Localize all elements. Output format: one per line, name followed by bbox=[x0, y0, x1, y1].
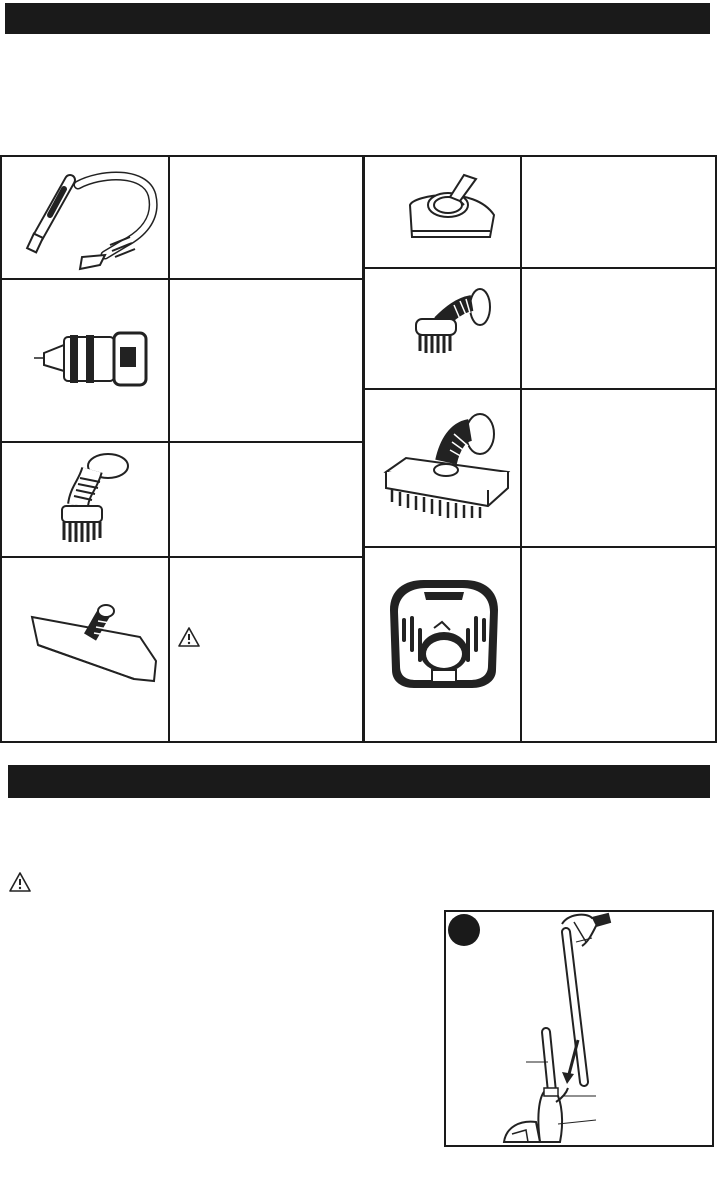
detail-brush-icon bbox=[410, 285, 500, 365]
warning-icon bbox=[178, 627, 200, 652]
triangle-tool-icon bbox=[404, 165, 499, 245]
table-divider bbox=[0, 556, 364, 558]
table-divider bbox=[168, 155, 170, 743]
table-border-bottom bbox=[0, 741, 717, 743]
assembly-section-bar bbox=[8, 765, 710, 798]
nozzle-icon bbox=[34, 325, 154, 395]
table-divider bbox=[0, 441, 364, 443]
round-brush-icon bbox=[50, 450, 140, 550]
table-divider bbox=[362, 267, 717, 269]
table-border-left bbox=[0, 155, 2, 743]
table-divider bbox=[362, 388, 717, 390]
steam-mop-assembly-icon bbox=[496, 912, 711, 1147]
table-divider bbox=[520, 155, 522, 743]
table-divider bbox=[362, 546, 717, 548]
hose-icon bbox=[20, 165, 160, 275]
scrub-brush-icon bbox=[376, 410, 516, 525]
grout-tool-icon bbox=[384, 570, 504, 695]
squeegee-icon bbox=[28, 603, 158, 693]
assembly-figure bbox=[444, 910, 714, 1147]
table-divider bbox=[0, 278, 364, 280]
figure-number-badge bbox=[448, 914, 480, 946]
table-divider bbox=[362, 155, 365, 743]
top-section-bar bbox=[5, 3, 710, 34]
warning-icon bbox=[9, 872, 31, 897]
table-border-top bbox=[0, 155, 717, 157]
accessories-table bbox=[0, 155, 717, 743]
